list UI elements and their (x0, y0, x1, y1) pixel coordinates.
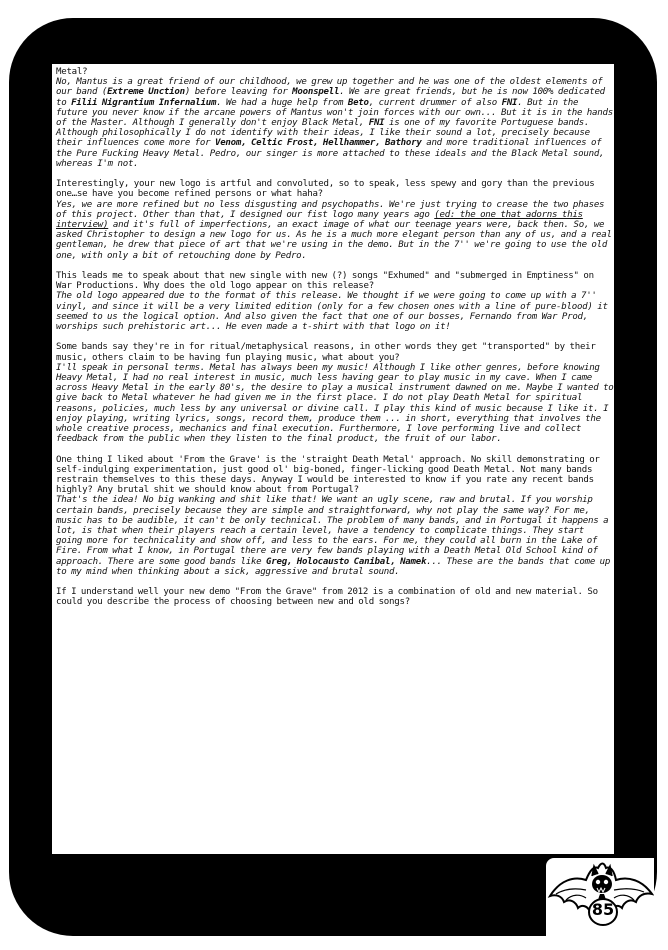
question: This leads me to speak about that new single with new (?) songs "Exhumed" and "submerged in Emptiness" on War Productions. Why does the old logo appear on this release? (56, 271, 594, 292)
answer: Yes, we are more refined but no less disgusting and psychopaths. We're just trying to crease the two phases of this project. Other than that, I designed our fist logo many years ago (ed: the one that adorns this interview) and it's full of imperfections, an exact image of what our teenage years were, back then. So, we asked Christopher to design a new logo for us. As he is a much more elegant person than any of us, and a real gentleman, he drew that piece of art that we're using in the demo. But in the 7'' we're going to use the old one, with only a bit of retouching done by Pedro. (56, 199, 612, 261)
paragraph-5 (56, 455, 614, 577)
page-number: 85 (591, 900, 615, 919)
article-text (52, 64, 614, 608)
bat-icon (546, 858, 654, 940)
answer: No, Mantus is a great friend of our childhood, we grew up together and he was one of the oldest elements of our band (Extreme Unction) before leaving for Moonspell. We are great friends, but he is now 100% dedicated to Filii Nigrantium Infernalium. We had a huge help from Beto, current drummer of also FNI. But in the future you never know if the arcane powers of Mantus won't join forces with our own... But it is in the hands of the Master. Although I generally don't enjoy Black Metal, FNI is one of my favorite Portuguese bands. Although philosophically I do not identify with their ideas, I like their sound a lot, precisely because their influences come more for Venom, Celtic Frost, Hellhammer, Bathory and more traditional influences of the Pure Fucking Heavy Metal. Pedro, our singer is more attached to these ideals and the Black Metal sound, whereas I'm not. (56, 77, 613, 169)
paragraph-4 (56, 342, 614, 444)
answer: The old logo appeared due to the format of this release. We thought if we were going to come up with a 7'' vinyl, and since it will be a very limited edition (only for a few chosen ones with a line of pure-blood) it seemed to us the logical option. And also given the fact that one of our bosses, Fernando from War Prod, worships such prehistoric art... He even made a t-shirt with that logo on it! (56, 291, 608, 333)
question: Interestingly, your new logo is artful and convoluted, so to speak, less spewy and gory than the previous one…se have you become refined persons or what haha? (56, 179, 595, 200)
paragraph-6 (56, 587, 614, 607)
answer: I'll speak in personal terms. Metal has always been my music! Although I like other genres, before knowing Heavy Metal, I had no real interest in music, much less having gear to play music in my cave. When I came across Heavy Metal in the early 80's, the desire to play a musical instrument dawned on me. Maybe I wanted to give back to Metal whatever he had given me in the first place. I do not play Death Metal for spiritual reasons, policies, much less by any universal or divine call. I play this kind of music because I like it. I enjoy playing, writing lyrics, songs, record them, produce them ... in short, everything that involves the whole creative process, mechanics and final execution. Furthermore, I love performing live and collect feedback from the public when they listen to the final product, the fruit of our labor. (56, 362, 614, 445)
paragraph-1 (56, 67, 614, 169)
page-badge (546, 858, 654, 940)
article-page (52, 64, 614, 854)
paragraph-3 (56, 271, 614, 332)
question: One thing I liked about 'From the Grave' is the 'straight Death Metal' approach. No skill demonstrating or self-indulging experimentation, just good ol' big-boned, finger-licking good Death Metal. Not many bands restrain themselves to this these days. Anyway I would be interested to know if you rate any recent bands highly? Any brutal shit we should know about from Portugal? (56, 454, 600, 496)
paragraph-2 (56, 179, 614, 261)
question: Metal? (56, 67, 88, 77)
editor-note: (ed: the one that adorns this interview) (56, 209, 583, 231)
question: If I understand well your new demo "From the Grave" from 2012 is a combination of old and new material. So could you describe the process of choosing between new and old songs? (56, 587, 598, 608)
answer: That's the idea! No big wanking and shit like that! We want an ugly scene, raw and brutal. If you worship certain bands, precisely because they are simple and straightforward, why not play the same way? For me, music has to be audible, it can't be only technical. The problem of many bands, and in Portugal it happens a lot, is that when their players reach a certain level, have a tendency to complicate things. They start going more for technicality and show off, and less to the ears. For me, they could all burn in the Lake of Fire. From what I know, in Portugal there are very few bands playing with a Death Metal Old School kind of approach. There are some good bands like Greg, Holocausto Canibal, Namek... These are the bands that come up to my mind when thinking about a sick, aggressive and brutal sound. (56, 495, 611, 577)
question: Some bands say they're in for ritual/metaphysical reasons, in other words they get "transported" by their music, others claim to be having fun playing music, what about you? (56, 342, 596, 363)
